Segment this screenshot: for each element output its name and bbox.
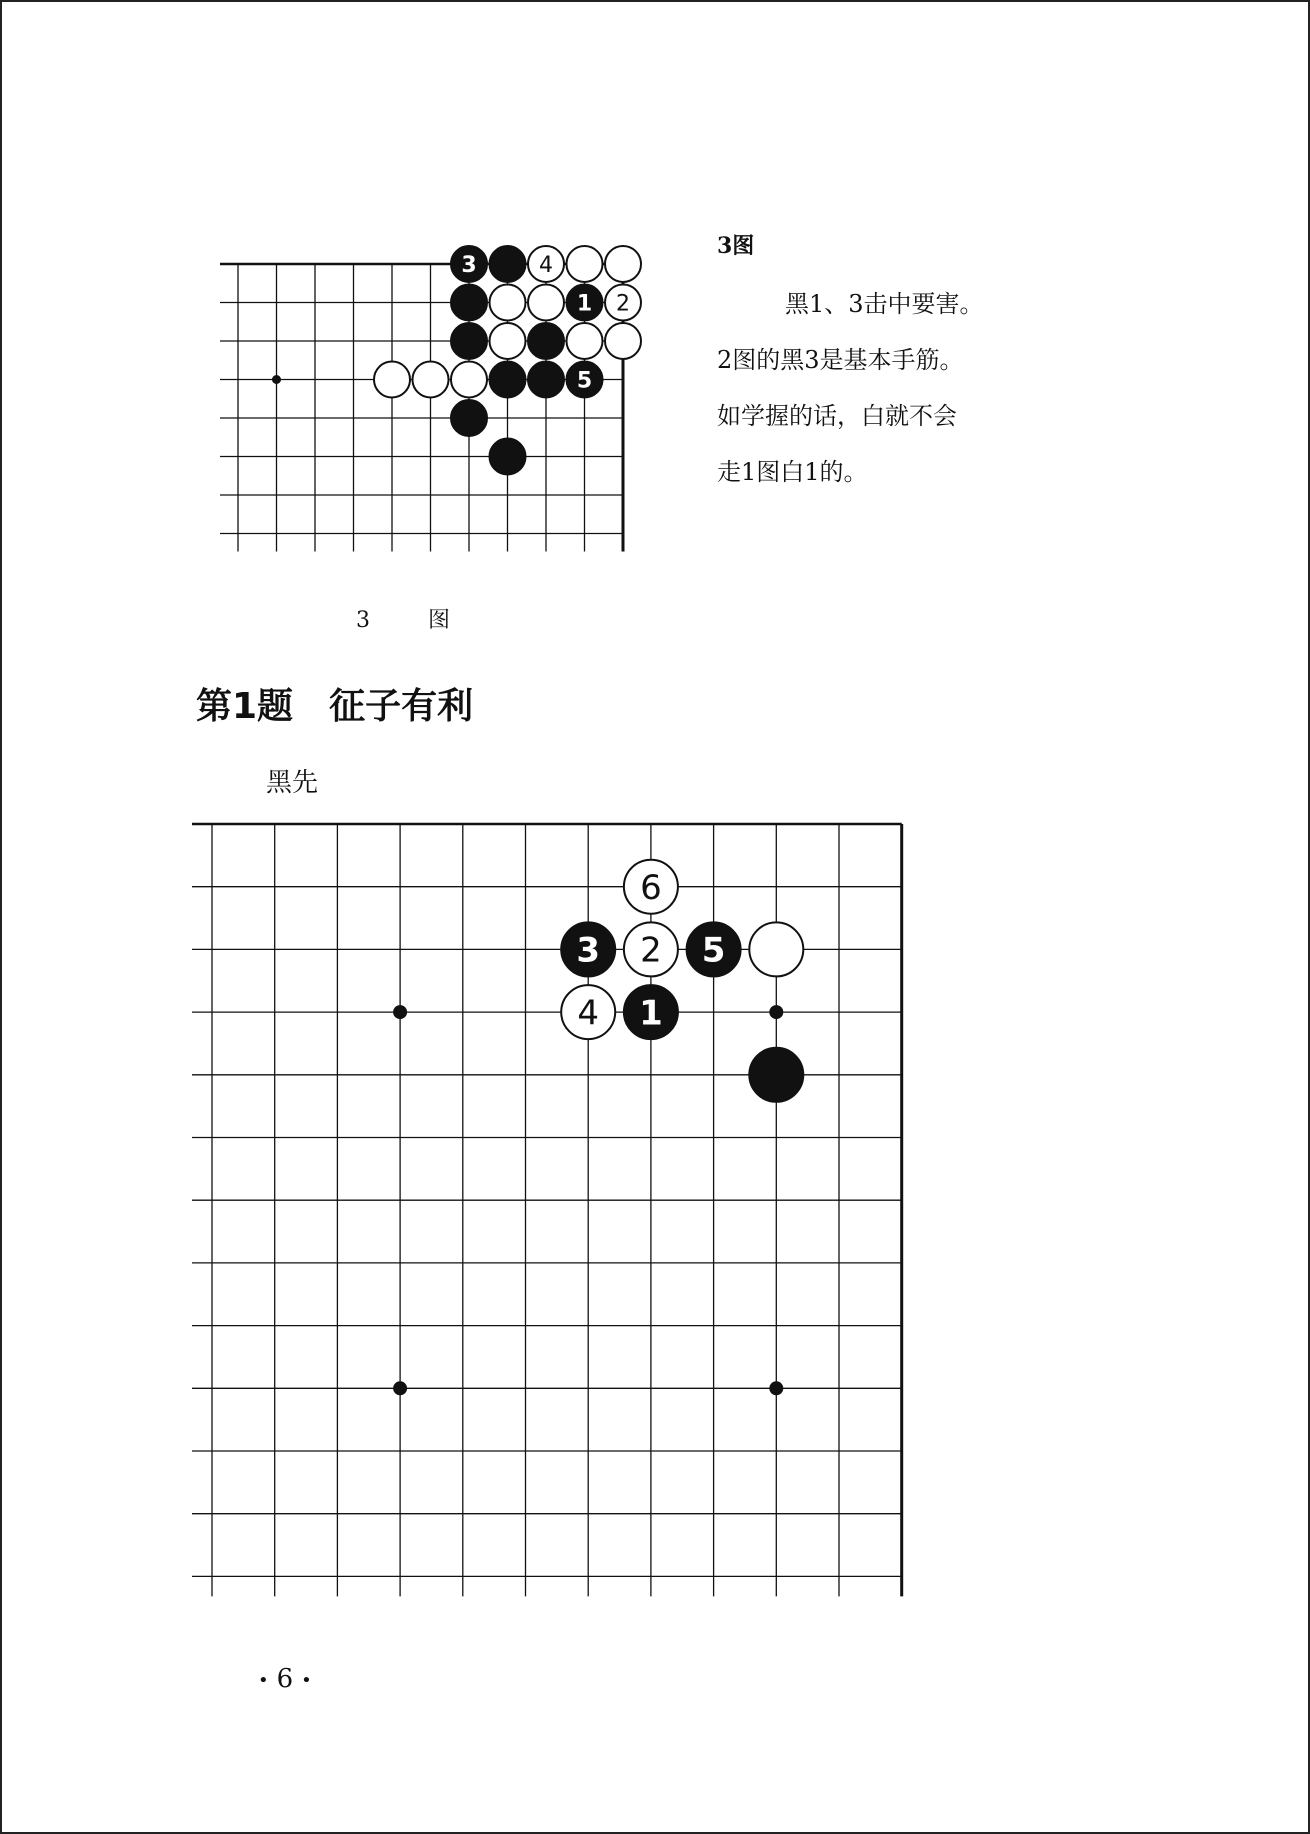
white-stone xyxy=(749,922,803,976)
star-point xyxy=(272,375,281,384)
black-stone xyxy=(528,362,564,398)
black-stone xyxy=(749,1048,803,1102)
white-stone xyxy=(490,285,526,321)
move-number: 2 xyxy=(616,291,630,317)
commentary-line: 黑1、3击中要害。 xyxy=(785,290,984,318)
move-number: 3 xyxy=(576,930,601,971)
black-stone xyxy=(567,362,603,398)
white-stone xyxy=(605,285,641,321)
white-stone xyxy=(561,985,615,1039)
black-stone xyxy=(490,246,526,282)
page-number-value: 6 xyxy=(276,1664,294,1694)
white-stone xyxy=(567,323,603,359)
page-number xyxy=(250,1664,320,1694)
black-stone xyxy=(451,285,487,321)
star-point xyxy=(769,1005,783,1019)
black-stone xyxy=(490,362,526,398)
figure-3-caption: 3 图 xyxy=(356,608,468,633)
move-number: 5 xyxy=(576,368,593,394)
commentary-line: 如学握的话，白就不会 xyxy=(717,402,957,430)
problem-number: 第1题 xyxy=(196,686,294,727)
problem-1-board xyxy=(200,800,1010,1615)
white-stone xyxy=(567,246,603,282)
white-stone xyxy=(605,323,641,359)
black-stone xyxy=(451,400,487,436)
move-number: 4 xyxy=(539,252,553,278)
white-stone xyxy=(374,362,410,398)
black-stone xyxy=(528,323,564,359)
move-number: 1 xyxy=(576,291,593,317)
white-stone xyxy=(528,246,564,282)
page-dot-left: • xyxy=(258,1669,269,1691)
black-stone xyxy=(687,922,741,976)
problem-subtitle: 黑先 xyxy=(266,768,319,798)
commentary-line: 走1图白1的。 xyxy=(717,458,868,486)
move-number: 1 xyxy=(639,993,663,1034)
problem-heading xyxy=(196,678,473,729)
star-point xyxy=(393,1005,407,1019)
black-stone xyxy=(490,439,526,475)
white-stone xyxy=(624,860,678,914)
white-stone xyxy=(451,362,487,398)
move-number: 5 xyxy=(701,930,726,971)
commentary-line: 2图的黑3是基本手筋。 xyxy=(717,346,964,374)
black-stone xyxy=(567,285,603,321)
black-stone xyxy=(451,246,487,282)
star-point xyxy=(393,1381,407,1395)
problem-title: 征子有利 xyxy=(329,686,474,727)
white-stone xyxy=(624,922,678,976)
black-stone xyxy=(451,323,487,359)
black-stone xyxy=(624,985,678,1039)
white-stone xyxy=(490,323,526,359)
page-dot-right: • xyxy=(301,1669,312,1691)
black-stone xyxy=(561,922,615,976)
star-point xyxy=(769,1381,783,1395)
move-number: 4 xyxy=(577,993,600,1034)
move-number: 3 xyxy=(461,252,477,278)
move-number: 2 xyxy=(640,930,662,971)
white-stone xyxy=(413,362,449,398)
commentary-title: 3图 xyxy=(717,233,755,259)
white-stone xyxy=(605,246,641,282)
figure-3-commentary xyxy=(717,228,1077,500)
white-stone xyxy=(528,285,564,321)
figure-3-board xyxy=(214,238,666,576)
move-number: 6 xyxy=(640,867,662,908)
